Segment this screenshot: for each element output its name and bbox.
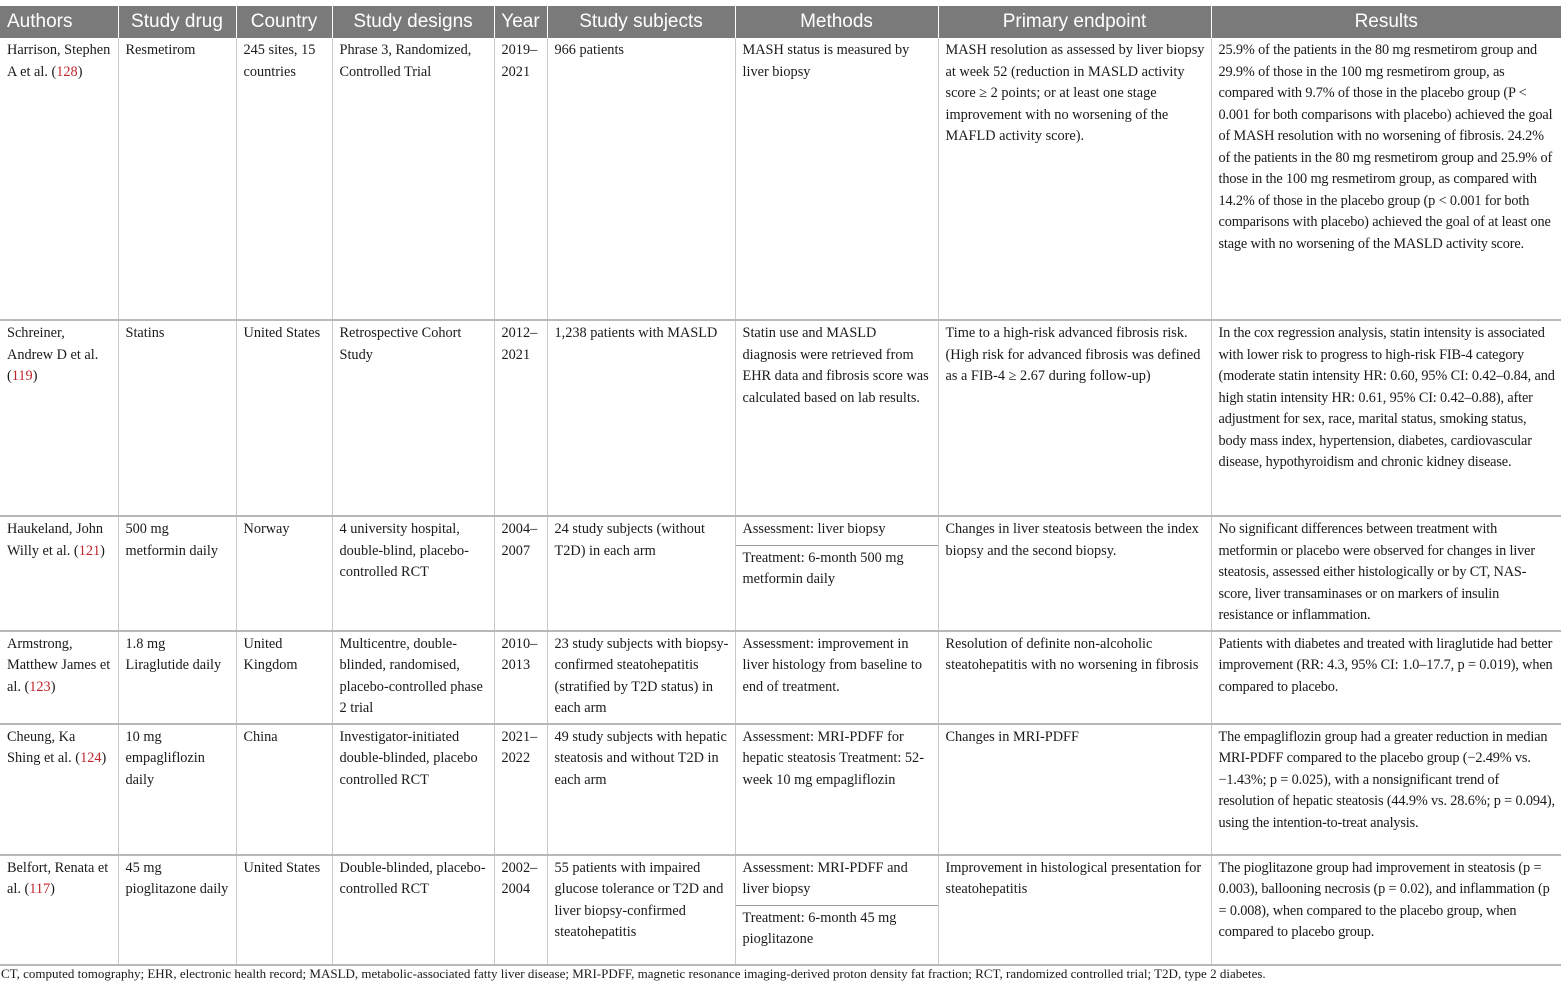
cell-endpoint: Changes in liver steatosis between the index biopsy and the second biopsy. [938,516,1211,631]
cell-country: Norway [236,516,332,631]
author-name: Armstrong, Matthew James et al. [7,635,111,695]
cell-drug: 500 mg metformin daily [118,516,236,631]
author-name: Haukeland, John Willy et al. [7,521,104,559]
cell-country: United States [236,320,332,516]
header-country: Country [236,6,332,38]
reference-link[interactable]: 121 [78,542,101,559]
cell-country: 245 sites, 15 countries [236,38,332,320]
cell-subjects: 23 study subjects with biopsy-confirmed steatohepatitis (stratified by T2D status) in each arm [547,631,735,724]
cell-year: 2012–2021 [494,320,547,516]
table-row [0,38,1561,320]
author-name: Schreiner, Andrew D et al. [7,325,99,363]
methods-assessment: Assessment: MRI-PDFF and liver biopsy [742,859,908,897]
table-footnote: CT, computed tomography; EHR, electronic health record; MASLD, metabolic-associated fatty liver disease; MRI-PDFF, magnetic resonance imaging-derived proton density fat fraction; RCT, randomized controlled trial; T2D, type 2 diabetes. [1,966,1266,981]
cell-subjects: 55 patients with impaired glucose tolerance or T2D and liver biopsy-confirmed steatohepatitis [547,855,735,965]
cell-year: 2019–2021 [494,38,547,320]
cell-results: In the cox regression analysis, statin intensity is associated with lower risk to progress to high-risk FIB-4 category (moderate statin intensity HR: 0.60, 95% CI: 0.42–0.84, and high statin intensity HR: 0.61, 95% CI: 0.42–0.88), after adjustment for sex, race, marital status, smoking status, body mass index, hypertension, diabetes, cardiovascular disease, hypothyroidism and chronic kidney disease. [1211,320,1561,516]
cell-design: Phrase 3, Randomized, Controlled Trial [332,38,494,320]
cell-country: United States [236,855,332,965]
cell-endpoint: Resolution of definite non-alcoholic steatohepatitis with no worsening in fibrosis [938,631,1211,724]
cell-drug: 45 mg pioglitazone daily [118,855,236,965]
cell-subjects: 24 study subjects (without T2D) in each arm [547,516,735,631]
cell-methods [735,855,938,965]
cell-results: The pioglitazone group had improvement in steatosis (p = 0.003), ballooning necrosis (p = 0.02), and inflammation (p = 0.008), when compared to the placebo group, when compared to placebo group. [1211,855,1561,965]
cell-year: 2004–2007 [494,516,547,631]
reference-link[interactable]: 124 [80,750,102,766]
header-row [0,6,1561,38]
header-results: Results [1211,6,1561,38]
reference-link[interactable]: 123 [29,678,51,695]
table-row [0,631,1561,724]
author-name: Harrison, Stephen A et al. [7,42,111,80]
methods-text: Assessment: MRI-PDFF for hepatic steatosis Treatment: 52-week 10 mg empagliflozin [742,728,924,788]
methods-treatment: Treatment: 6-month 45 mg pioglitazone [736,905,938,951]
cell-drug: Resmetirom [118,38,236,320]
cell-results: No significant differences between treatment with metformin or placebo were observed for changes in liver steatosis, assessed either histologically or by CT, NAS-score, liver transaminases or on markers of insulin resistance or inflammation. [1211,516,1561,631]
header-primary-endpoint: Primary endpoint [938,6,1211,38]
methods-text: Assessment: improvement in liver histology from baseline to end of treatment. [742,635,922,695]
study-table [0,6,1561,966]
header-study-subjects: Study subjects [547,6,735,38]
cell-country: United Kingdom [236,631,332,724]
header-methods: Methods [735,6,938,38]
cell-design: 4 university hospital, double-blind, placebo-controlled RCT [332,516,494,631]
cell-methods [735,320,938,516]
table-row [0,320,1561,516]
author-name: Belfort, Renata et al. [7,859,109,897]
cell-subjects: 49 study subjects with hepatic steatosis and without T2D in each arm [547,724,735,855]
cell-author: Belfort, Renata et al. (117) [0,855,118,965]
reference-link[interactable]: 119 [11,368,33,384]
author-name: Cheung, Ka Shing et al. [7,728,76,766]
cell-drug: Statins [118,320,236,516]
cell-country: China [236,724,332,855]
cell-design: Double-blinded, placebo-controlled RCT [332,855,494,965]
header-authors: Authors [0,6,118,38]
cell-methods [735,38,938,320]
cell-drug: 10 mg empagliflozin daily [118,724,236,855]
cell-drug: 1.8 mg Liraglutide daily [118,631,236,724]
cell-author: Harrison, Stephen A et al. (128) [0,38,118,320]
cell-design: Investigator-initiated double-blinded, placebo controlled RCT [332,724,494,855]
reference-link[interactable]: 128 [56,63,78,80]
cell-year: 2021–2022 [494,724,547,855]
cell-methods [735,516,938,631]
header-year: Year [494,6,547,38]
cell-year: 2002–2004 [494,855,547,965]
cell-author: Cheung, Ka Shing et al. (124) [0,724,118,855]
methods-assessment: Assessment: liver biopsy [742,521,886,537]
cell-subjects: 1,238 patients with MASLD [547,320,735,516]
cell-design: Retrospective Cohort Study [332,320,494,516]
cell-endpoint: MASH resolution as assessed by liver biopsy at week 52 (reduction in MASLD activity score ≥ 2 points; or at least one stage improvement with no worsening of the MAFLD activity score). [938,38,1211,320]
table-row [0,855,1561,965]
table-row [0,516,1561,631]
cell-year: 2010–2013 [494,631,547,724]
cell-author: Armstrong, Matthew James et al. (123) [0,631,118,724]
methods-text: MASH status is measured by liver biopsy [742,42,910,80]
cell-results: The empagliflozin group had a greater reduction in median MRI-PDFF compared to the placebo group (−2.49% vs. −1.43%; p = 0.025), with a nonsignificant trend of resolution of hepatic steatosis (44.9% vs. 28.6%; p = 0.094), using the intention-to-treat analysis. [1211,724,1561,855]
cell-results: 25.9% of the patients in the 80 mg resmetirom group and 29.9% of those in the 100 mg resmetirom group, as compared with 9.7% of those in the placebo group (P < 0.001 for both comparisons with placebo) achieved the goal of MASH resolution with no worsening of fibrosis. 24.2% of the patients in the 80 mg resmetirom group and 25.9% of those in the 100 mg resmetirom group, as compared with 14.2% of those in the placebo group (p < 0.001 for both comparisons with placebo) achieved the goal of at least one stage with no worsening of the MASLD activity score. [1211,38,1561,320]
table-row [0,724,1561,855]
cell-endpoint: Changes in MRI-PDFF [938,724,1211,855]
header-study-designs: Study designs [332,6,494,38]
cell-endpoint: Time to a high-risk advanced fibrosis risk. (High risk for advanced fibrosis was defined as a FIB-4 ≥ 2.67 during follow-up) [938,320,1211,516]
cell-endpoint: Improvement in histological presentation for steatohepatitis [938,855,1211,965]
methods-treatment: Treatment: 6-month 500 mg metformin daily [736,545,938,591]
reference-link[interactable]: 117 [29,881,51,897]
cell-author: Haukeland, John Willy et al. (121) [0,516,118,631]
cell-methods [735,724,938,855]
cell-author: Schreiner, Andrew D et al. (119) [0,320,118,516]
cell-methods [735,631,938,724]
cell-subjects: 966 patients [547,38,735,320]
cell-results: Patients with diabetes and treated with liraglutide had better improvement (RR: 4.3, 95% CI: 1.0–17.7, p = 0.019), when compared to placebo. [1211,631,1561,724]
cell-design: Multicentre, double-blinded, randomised, placebo-controlled phase 2 trial [332,631,494,724]
header-study-drug: Study drug [118,6,236,38]
methods-text: Statin use and MASLD diagnosis were retrieved from EHR data and fibrosis score was calculated based on lab results. [742,325,929,406]
